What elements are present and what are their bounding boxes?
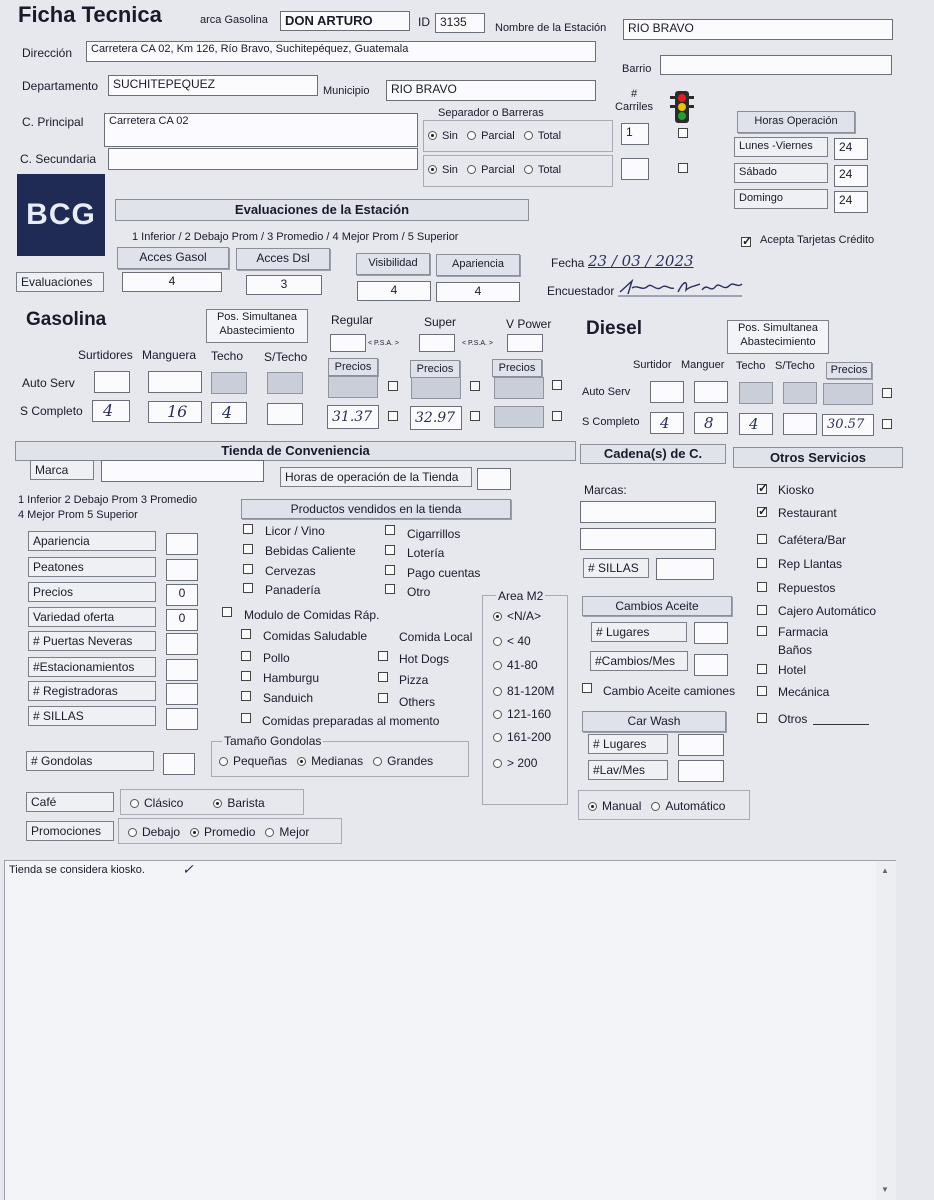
tamano-gondolas-title: Tamaño Gondolas bbox=[224, 734, 322, 748]
super-label: Super bbox=[424, 315, 457, 329]
radio-automatico-icon[interactable] bbox=[651, 802, 660, 811]
ca-lugares-field[interactable] bbox=[694, 622, 728, 644]
encuestador-label: Encuestador bbox=[547, 284, 615, 298]
option-parcial: Parcial bbox=[481, 130, 515, 142]
rating-label: # Puertas Neveras bbox=[28, 631, 156, 651]
carriles-label: # Carriles bbox=[615, 88, 653, 113]
comidas-preparadas-checkbox[interactable] bbox=[241, 713, 251, 723]
municipio-field[interactable]: RIO BRAVO bbox=[386, 80, 596, 101]
promociones-label: Promociones bbox=[26, 821, 114, 841]
bebidas-label: Bebidas Caliente bbox=[265, 544, 356, 558]
c-secundaria-label: C. Secundaria bbox=[20, 152, 97, 166]
diesel-as-manguer[interactable] bbox=[694, 381, 728, 403]
loteria-label: Lotería bbox=[407, 546, 445, 560]
barrio-label: Barrio bbox=[622, 63, 652, 75]
col-s-techo: S/Techo bbox=[264, 350, 308, 364]
radio-mejor-icon[interactable] bbox=[265, 828, 274, 837]
option-grandes: Grandes bbox=[387, 754, 434, 768]
comidas-preparadas-label: Comidas preparadas al momento bbox=[262, 714, 440, 728]
comidas-saludable-checkbox[interactable] bbox=[241, 629, 251, 639]
apariencia-field[interactable]: 4 bbox=[436, 282, 520, 302]
radio-promedio-icon[interactable] bbox=[190, 828, 199, 837]
psa-label-2: < P.S.A. > bbox=[462, 340, 494, 347]
option-pequenas: Pequeñas bbox=[233, 754, 288, 768]
car-wash-button[interactable]: Car Wash bbox=[582, 711, 726, 732]
pago-cuentas-checkbox[interactable] bbox=[385, 565, 395, 575]
c-principal-field[interactable]: Carretera CA 02 bbox=[104, 113, 418, 147]
direccion-field[interactable]: Carretera CA 02, Km 126, Río Bravo, Suchitepéquez, Guatemala bbox=[86, 41, 596, 62]
cigarrillos-checkbox[interactable] bbox=[385, 525, 395, 535]
tienda-title: Tienda de Conveniencia bbox=[15, 441, 576, 461]
marca-gasolina-field[interactable]: DON ARTURO bbox=[280, 11, 410, 31]
cervezas-label: Cervezas bbox=[265, 564, 316, 578]
sc-super-checkbox[interactable] bbox=[470, 411, 480, 421]
option-clasico: Clásico bbox=[144, 796, 184, 810]
service-label: Hotel bbox=[778, 663, 807, 677]
col-manguera: Manguera bbox=[142, 348, 197, 362]
radio-parcial-icon[interactable] bbox=[467, 131, 476, 140]
service-checkbox[interactable] bbox=[757, 686, 767, 696]
service-label: Baños bbox=[778, 643, 813, 657]
separador-label: Separador o Barreras bbox=[438, 107, 544, 119]
diesel-col-techo: Techo bbox=[736, 360, 766, 372]
modulo-label: Modulo de Comidas Ráp. bbox=[244, 608, 380, 622]
cadena-title: Cadena(s) de C. bbox=[580, 444, 726, 464]
radio-total-icon[interactable] bbox=[524, 131, 533, 140]
radio-sin-icon[interactable] bbox=[428, 131, 437, 140]
sc-techo[interactable]: 4 bbox=[211, 402, 247, 424]
visibilidad-field[interactable]: 4 bbox=[357, 281, 431, 301]
horas-operacion-button[interactable]: Horas Operación bbox=[737, 111, 855, 133]
as-regular-checkbox[interactable] bbox=[388, 381, 398, 391]
rating-label: Apariencia bbox=[28, 531, 156, 551]
service-checkbox[interactable] bbox=[757, 713, 767, 723]
cw-lav-mes-label: #Lav/Mes bbox=[588, 760, 668, 780]
traffic-light-icon bbox=[670, 90, 694, 127]
modulo-checkbox[interactable] bbox=[222, 607, 232, 617]
acces-dsl-field[interactable]: 3 bbox=[246, 275, 322, 295]
departamento-label: Departamento bbox=[22, 79, 99, 93]
area-option-label: < 40 bbox=[507, 634, 531, 648]
gasolina-title: Gasolina bbox=[26, 309, 107, 330]
checkbox-principal[interactable] bbox=[678, 128, 688, 138]
rating-field[interactable] bbox=[163, 753, 195, 775]
apariencia-button[interactable]: Apariencia bbox=[436, 254, 520, 276]
option-sin: Sin bbox=[442, 130, 458, 142]
psa-regular-field[interactable] bbox=[330, 334, 366, 352]
as-techo[interactable] bbox=[211, 372, 247, 394]
diesel-sc-manguer[interactable]: 8 bbox=[694, 412, 728, 434]
service-checkbox[interactable] bbox=[757, 582, 767, 592]
evaluaciones-scale: 1 Inferior / 2 Debajo Prom / 3 Promedio / 4 Mejor Prom / 5 Superior bbox=[132, 231, 459, 243]
rating-label: # SILLAS bbox=[28, 706, 156, 726]
sc-regular-checkbox[interactable] bbox=[388, 411, 398, 421]
licor-checkbox[interactable] bbox=[243, 524, 253, 534]
marcas-field-1[interactable] bbox=[580, 501, 716, 523]
otro-label: Otro bbox=[407, 585, 431, 599]
notes-text: Tienda se considera kiosko. bbox=[9, 864, 145, 876]
carwash-mode-options[interactable] bbox=[588, 799, 725, 813]
pizza-label: Pizza bbox=[399, 673, 429, 687]
licor-label: Licor / Vino bbox=[265, 524, 325, 538]
fecha-label: Fecha bbox=[551, 256, 585, 270]
col-surtidores: Surtidores bbox=[78, 348, 133, 362]
barrio-field[interactable] bbox=[660, 55, 892, 75]
rating-field[interactable]: 0 bbox=[166, 609, 198, 631]
option-total: Total bbox=[537, 130, 562, 142]
sc-manguera[interactable]: 16 bbox=[148, 401, 202, 423]
precios-vpower-button[interactable]: Precios bbox=[492, 359, 542, 377]
sanduich-label: Sanduich bbox=[263, 691, 314, 705]
service-checkbox[interactable] bbox=[757, 534, 767, 544]
evaluaciones-title: Evaluaciones de la Estación bbox=[115, 199, 529, 221]
fecha-value[interactable]: 23 / 03 / 2023 bbox=[588, 252, 694, 270]
diesel-col-surtidor: Surtidor bbox=[633, 359, 672, 371]
option-parcial: Parcial bbox=[481, 164, 515, 176]
visibilidad-button[interactable]: Visibilidad bbox=[356, 253, 430, 275]
service-label: Farmacia bbox=[778, 625, 829, 639]
radio-medianas-icon[interactable] bbox=[297, 757, 306, 766]
area-m2-title: Area M2 bbox=[498, 589, 544, 603]
rating-field[interactable] bbox=[166, 683, 198, 705]
rating-field[interactable] bbox=[166, 633, 198, 655]
tienda-horas-field[interactable] bbox=[477, 468, 511, 490]
sanduich-checkbox[interactable] bbox=[241, 691, 251, 701]
hamburgu-checkbox[interactable] bbox=[241, 671, 251, 681]
c-principal-label: C. Principal bbox=[22, 115, 84, 129]
carriles-principal-field[interactable]: 1 bbox=[621, 123, 649, 145]
loteria-checkbox[interactable] bbox=[385, 545, 395, 555]
nombre-estacion-field[interactable]: RIO BRAVO bbox=[623, 19, 893, 40]
panaderia-checkbox[interactable] bbox=[243, 583, 253, 593]
panaderia-label: Panadería bbox=[265, 583, 321, 597]
cambios-aceite-button[interactable]: Cambios Aceite bbox=[582, 596, 732, 616]
acces-gasol-button[interactable]: Acces Gasol bbox=[117, 247, 229, 269]
area-option[interactable] bbox=[493, 634, 531, 648]
service-checkbox[interactable] bbox=[757, 626, 767, 636]
hamburgu-label: Hamburgu bbox=[263, 671, 320, 685]
psa-label-1: < P.S.A. > bbox=[368, 340, 400, 347]
radio-clasico-icon[interactable] bbox=[130, 799, 139, 808]
service-checkbox[interactable] bbox=[757, 664, 767, 674]
as-price-vpower[interactable] bbox=[494, 377, 544, 399]
pollo-checkbox[interactable] bbox=[241, 651, 251, 661]
rating-label: # Gondolas bbox=[26, 751, 154, 771]
service-label: Mecánica bbox=[778, 685, 830, 699]
tienda-scale-1: 1 Inferior 2 Debajo Prom 3 Promedio bbox=[18, 494, 198, 506]
vpower-label: V Power bbox=[506, 317, 552, 331]
radio-manual-icon[interactable] bbox=[588, 802, 597, 811]
ca-cambios-mes-field[interactable] bbox=[694, 654, 728, 676]
area-option[interactable] bbox=[493, 658, 538, 672]
bebidas-checkbox[interactable] bbox=[243, 544, 253, 554]
as-vpower-checkbox[interactable] bbox=[552, 380, 562, 390]
otros-line bbox=[813, 724, 869, 725]
area-option[interactable] bbox=[493, 756, 537, 770]
service-label: Repuestos bbox=[778, 581, 836, 595]
service-checkbox[interactable] bbox=[757, 484, 767, 494]
psa-super-field[interactable] bbox=[419, 334, 455, 352]
marca-gasolina-label: arca Gasolina bbox=[200, 14, 268, 26]
area-option[interactable] bbox=[493, 684, 554, 698]
separador-secundaria-options[interactable] bbox=[428, 164, 561, 176]
service-checkbox[interactable] bbox=[757, 558, 767, 568]
diesel-sc-surtidor[interactable]: 4 bbox=[650, 412, 684, 434]
rating-label: Peatones bbox=[28, 557, 156, 577]
acces-dsl-button[interactable]: Acces Dsl bbox=[236, 248, 330, 270]
rating-field[interactable] bbox=[166, 559, 198, 581]
notes-check-mark: ✓ bbox=[182, 862, 194, 878]
gasolina-pos-simultanea: Pos. Simultanea Abastecimiento bbox=[206, 309, 308, 343]
option-promedio: Promedio bbox=[204, 825, 256, 839]
cigarrillos-label: Cigarrillos bbox=[407, 527, 461, 541]
scroll-down-icon[interactable]: ▼ bbox=[881, 1185, 889, 1194]
diesel-sc-s-techo[interactable] bbox=[783, 413, 817, 435]
lunes-viernes-label: Lunes -Viernes bbox=[734, 137, 828, 157]
domingo-label: Domingo bbox=[734, 189, 828, 209]
diesel-s-completo-label: S Completo bbox=[582, 416, 640, 428]
nombre-estacion-label: Nombre de la Estación bbox=[495, 22, 607, 34]
radio-area-icon[interactable] bbox=[493, 637, 502, 646]
cadena-sillas-field[interactable] bbox=[656, 558, 714, 580]
radio-barista-icon[interactable] bbox=[213, 799, 222, 808]
service-checkbox[interactable] bbox=[757, 605, 767, 615]
radio-area-icon[interactable] bbox=[493, 710, 502, 719]
area-option-label: 81-120M bbox=[507, 684, 555, 698]
diesel-sc-price[interactable]: 30.57 bbox=[822, 414, 874, 436]
promociones-options[interactable] bbox=[128, 825, 309, 839]
diesel-as-checkbox[interactable] bbox=[882, 388, 892, 398]
id-label: ID bbox=[418, 15, 430, 29]
separador-principal-options[interactable] bbox=[428, 130, 561, 142]
comida-local-label: Comida Local bbox=[399, 630, 473, 644]
cervezas-checkbox[interactable] bbox=[243, 564, 253, 574]
as-surtidores[interactable] bbox=[94, 371, 130, 393]
acces-gasol-field[interactable]: 4 bbox=[122, 272, 222, 292]
rating-field[interactable] bbox=[166, 708, 198, 730]
option-total: Total bbox=[537, 164, 562, 176]
marcas-label: Marcas: bbox=[584, 483, 627, 497]
others-checkbox[interactable] bbox=[378, 693, 388, 703]
cafe-label: Café bbox=[26, 792, 114, 812]
sc-price-regular[interactable]: 31.37 bbox=[327, 405, 379, 429]
s-completo-label: S Completo bbox=[20, 404, 83, 418]
diesel-col-manguer: Manguer bbox=[681, 359, 725, 371]
regular-label: Regular bbox=[331, 313, 374, 327]
comidas-saludable-label: Comidas Saludable bbox=[263, 629, 368, 643]
tienda-scale-2: 4 Mejor Prom 5 Superior bbox=[18, 509, 138, 521]
hotdogs-checkbox[interactable] bbox=[378, 651, 388, 661]
rating-label: #Estacionamientos bbox=[28, 657, 156, 677]
cw-lav-mes-field[interactable] bbox=[678, 760, 724, 782]
cafe-options[interactable] bbox=[130, 796, 265, 810]
encuestador-signature[interactable] bbox=[618, 274, 744, 303]
auto-serv-label: Auto Serv bbox=[22, 376, 75, 390]
sabado-field[interactable]: 24 bbox=[834, 165, 868, 187]
cw-lugares-label: # Lugares bbox=[588, 734, 668, 754]
others-label: Others bbox=[399, 695, 436, 709]
radio-area-icon[interactable] bbox=[493, 612, 502, 621]
area-option-label: > 200 bbox=[507, 756, 538, 770]
rating-field[interactable] bbox=[166, 659, 198, 681]
radio-parcial-icon[interactable] bbox=[467, 165, 476, 174]
area-option[interactable] bbox=[493, 609, 541, 623]
domingo-field[interactable]: 24 bbox=[834, 191, 868, 213]
sc-vpower-checkbox[interactable] bbox=[552, 411, 562, 421]
tarjetas-label: Acepta Tarjetas Crédito bbox=[760, 234, 875, 246]
notes-area[interactable] bbox=[4, 860, 896, 1200]
as-price-regular[interactable] bbox=[328, 376, 378, 398]
radio-total-icon[interactable] bbox=[524, 165, 533, 174]
radio-area-icon[interactable] bbox=[493, 661, 502, 670]
diesel-title: Diesel bbox=[586, 318, 642, 339]
radio-area-icon[interactable] bbox=[493, 733, 502, 742]
service-label: Restaurant bbox=[778, 506, 837, 520]
departamento-field[interactable]: SUCHITEPEQUEZ bbox=[108, 75, 318, 96]
hotdogs-label: Hot Dogs bbox=[399, 652, 450, 666]
option-mejor: Mejor bbox=[279, 825, 310, 839]
radio-grandes-icon[interactable] bbox=[373, 757, 382, 766]
radio-pequenas-icon[interactable] bbox=[219, 757, 228, 766]
cadena-sillas-label: # SILLAS bbox=[583, 558, 649, 578]
option-automatico: Automático bbox=[665, 799, 726, 813]
option-barista: Barista bbox=[227, 796, 265, 810]
area-option-label: 161-200 bbox=[507, 730, 552, 744]
lunes-viernes-field[interactable]: 24 bbox=[834, 138, 868, 160]
rating-label: # Registradoras bbox=[28, 681, 156, 701]
service-label: Otros bbox=[778, 712, 808, 726]
rating-label: Variedad oferta bbox=[28, 607, 156, 627]
checkbox-secundaria[interactable] bbox=[678, 163, 688, 173]
tienda-marca-label: Marca bbox=[30, 460, 94, 480]
sc-surtidores[interactable]: 4 bbox=[92, 400, 130, 422]
sc-price-super[interactable]: 32.97 bbox=[410, 406, 462, 430]
camiones-label: Cambio Aceite camiones bbox=[603, 684, 736, 698]
diesel-as-s-techo[interactable] bbox=[783, 382, 817, 404]
area-option-label: 121-160 bbox=[507, 707, 552, 721]
camiones-checkbox[interactable] bbox=[582, 683, 592, 693]
service-checkbox[interactable] bbox=[757, 507, 767, 517]
page-title: Ficha Tecnica bbox=[18, 2, 162, 27]
pollo-label: Pollo bbox=[263, 651, 290, 665]
radio-area-icon[interactable] bbox=[493, 687, 502, 696]
diesel-as-price[interactable] bbox=[823, 383, 873, 405]
service-label: Cafétera/Bar bbox=[778, 533, 847, 547]
diesel-col-s-techo: S/Techo bbox=[775, 360, 815, 372]
otro-checkbox[interactable] bbox=[385, 584, 395, 594]
as-s-techo[interactable] bbox=[267, 372, 303, 394]
service-label: Cajero Automático bbox=[778, 604, 877, 618]
sc-s-techo[interactable] bbox=[267, 403, 303, 425]
psa-vpower-field[interactable] bbox=[507, 334, 543, 352]
area-option[interactable] bbox=[493, 707, 551, 721]
productos-button[interactable]: Productos vendidos en la tienda bbox=[241, 499, 511, 519]
diesel-sc-checkbox[interactable] bbox=[882, 419, 892, 429]
scroll-up-icon[interactable]: ▲ bbox=[881, 866, 889, 875]
sc-price-vpower[interactable] bbox=[494, 406, 544, 428]
col-techo: Techo bbox=[211, 349, 244, 363]
as-price-super[interactable] bbox=[411, 377, 461, 399]
precios-regular-button[interactable]: Precios bbox=[328, 358, 378, 376]
tienda-marca-field[interactable] bbox=[101, 460, 264, 482]
direccion-label: Dirección bbox=[22, 46, 73, 60]
sabado-label: Sábado bbox=[734, 163, 828, 183]
bcg-logo: BCG bbox=[17, 174, 105, 256]
as-manguera[interactable] bbox=[148, 371, 202, 393]
otros-servicios-title: Otros Servicios bbox=[733, 447, 903, 468]
pizza-checkbox[interactable] bbox=[378, 672, 388, 682]
diesel-precios-button[interactable]: Precios bbox=[826, 362, 872, 379]
diesel-as-surtidor[interactable] bbox=[650, 381, 684, 403]
marcas-field-2[interactable] bbox=[580, 528, 716, 550]
rating-field[interactable] bbox=[166, 533, 198, 555]
area-option-label: <N/A> bbox=[507, 609, 542, 623]
id-field[interactable]: 3135 bbox=[435, 13, 485, 33]
option-debajo: Debajo bbox=[142, 825, 181, 839]
ca-lugares-label: # Lugares bbox=[591, 622, 687, 642]
area-m2-group bbox=[482, 595, 568, 805]
ca-cambios-mes-label: #Cambios/Mes bbox=[590, 651, 688, 671]
option-medianas: Medianas bbox=[311, 754, 364, 768]
option-sin: Sin bbox=[442, 164, 458, 176]
diesel-pos-simultanea: Pos. Simultanea Abastecimiento bbox=[727, 320, 829, 354]
carriles-secundaria-field[interactable] bbox=[621, 158, 649, 180]
pago-cuentas-label: Pago cuentas bbox=[407, 566, 481, 580]
cw-lugares-field[interactable] bbox=[678, 734, 724, 756]
rating-field[interactable]: 0 bbox=[166, 584, 198, 606]
area-option-label: 41-80 bbox=[507, 658, 538, 672]
municipio-label: Municipio bbox=[323, 85, 370, 97]
tamano-options[interactable] bbox=[219, 754, 433, 768]
radio-debajo-icon[interactable] bbox=[128, 828, 137, 837]
tarjetas-checkbox[interactable] bbox=[741, 237, 751, 247]
diesel-auto-serv-label: Auto Serv bbox=[582, 386, 631, 398]
diesel-sc-techo[interactable]: 4 bbox=[739, 413, 773, 435]
precios-super-button[interactable]: Precios bbox=[410, 360, 460, 378]
radio-sin-icon[interactable] bbox=[428, 165, 437, 174]
evaluaciones-label: Evaluaciones bbox=[16, 272, 104, 292]
c-secundaria-field[interactable] bbox=[108, 148, 418, 170]
option-manual: Manual bbox=[602, 799, 642, 813]
notes-scrollbar[interactable] bbox=[876, 862, 896, 1200]
service-label: Rep Llantas bbox=[778, 557, 843, 571]
tienda-horas-label: Horas de operación de la Tienda bbox=[280, 467, 472, 487]
as-super-checkbox[interactable] bbox=[470, 381, 480, 391]
diesel-as-techo[interactable] bbox=[739, 382, 773, 404]
area-option[interactable] bbox=[493, 730, 551, 744]
rating-label: Precios bbox=[28, 582, 156, 602]
service-label: Kiosko bbox=[778, 483, 815, 497]
radio-area-icon[interactable] bbox=[493, 759, 502, 768]
